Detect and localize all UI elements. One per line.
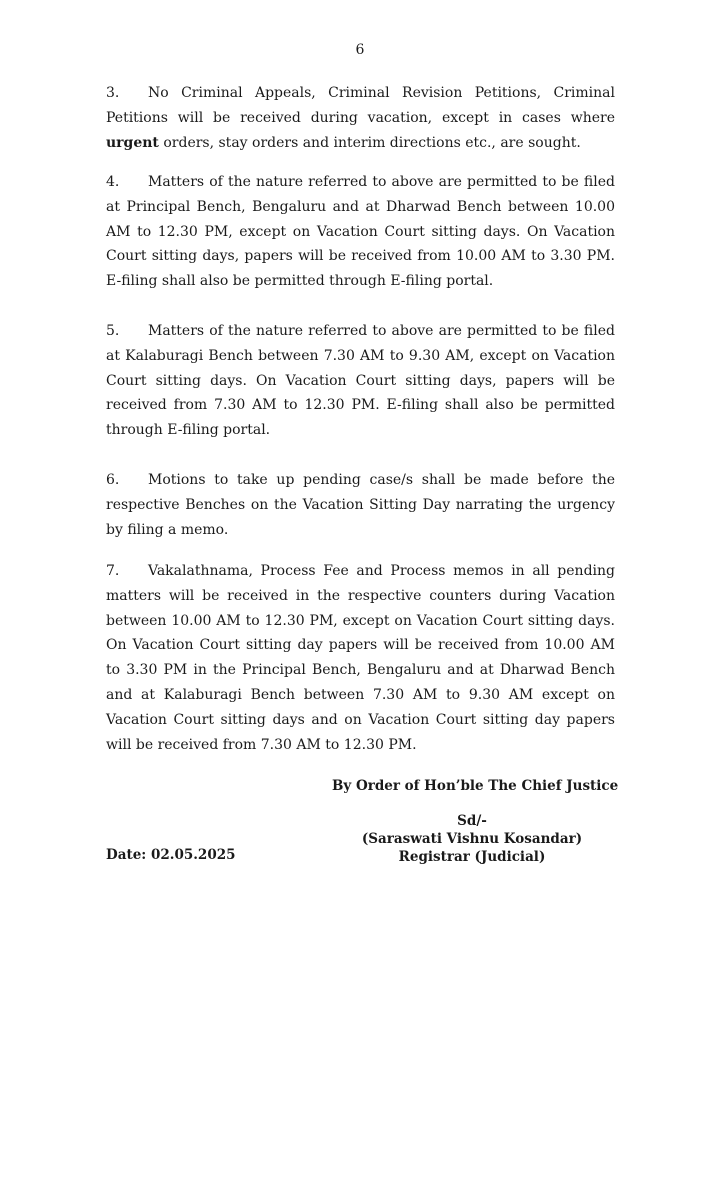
paragraph-3 [106,81,615,155]
paragraph-number: 6. [106,472,120,488]
signatory-designation: Registrar (Judicial) [398,849,546,865]
date-line: Date: 02.05.2025 [106,847,236,863]
signatory-name: (Saraswati Vishnu Kosandar) [361,831,583,847]
page-number: 6 [355,42,365,58]
paragraph-number: 4. [106,174,120,190]
paragraph-5 [106,319,615,443]
paragraph-text: No Criminal Appeals, Criminal Revision Petitions, Criminal Petitions will be received during vacation, except in cases where [106,85,615,126]
paragraph-text: Motions to take up pending case/s shall be made before the respective Benches on the Vacation Sitting Day narrating the urgency by filing a memo. [106,472,615,538]
paragraph-text: Matters of the nature referred to above are permitted to be filed at Kalaburagi Bench between 7.30 AM to 9.30 AM, except on Vacation Court sitting days. On Vacation Court sitting days, papers will be received from 7.30 AM to 12.30 PM. E-filing shall also be permitted through E-filing portal. [106,323,615,439]
paragraph-number: 7. [106,563,120,579]
paragraph-number: 5. [106,323,120,339]
paragraph-6 [106,468,615,542]
paragraph-4 [106,170,615,294]
paragraph-text: Vakalathnama, Process Fee and Process memos in all pending matters will be received in the respective counters during Vacation between 10.00 AM to 12.30 PM, except on Vacation Court sitting days. On Vacation Court sitting day papers will be received from 10.00 AM to 3.30 PM in the Principal Bench, Bengaluru and at Dharwad Bench and at Kalaburagi Bench between 7.30 AM to 9.30 AM except on Vacation Court sitting days and on Vacation Court sitting day papers will be received from 7.30 AM to 12.30 PM. [106,563,615,753]
signed-mark: Sd/- [457,813,487,829]
by-order-line: By Order of Hon’ble The Chief Justice [332,778,619,794]
paragraph-text: Matters of the nature referred to above are permitted to be filed at Principal Bench, Bengaluru and at Dharwad Bench between 10.00 AM to 12.30 PM, except on Vacation Court sitting days. On Vacation Court sitting days, papers will be received from 10.00 AM to 3.30 PM. E-filing shall also be permitted through E-filing portal. [106,174,615,290]
paragraph-7 [106,559,615,757]
emphasis-urgent: urgent [106,134,159,151]
paragraph-text: orders, stay orders and interim directions etc., are sought. [158,134,581,151]
paragraph-number: 3. [106,85,120,101]
signature-block [330,812,614,866]
